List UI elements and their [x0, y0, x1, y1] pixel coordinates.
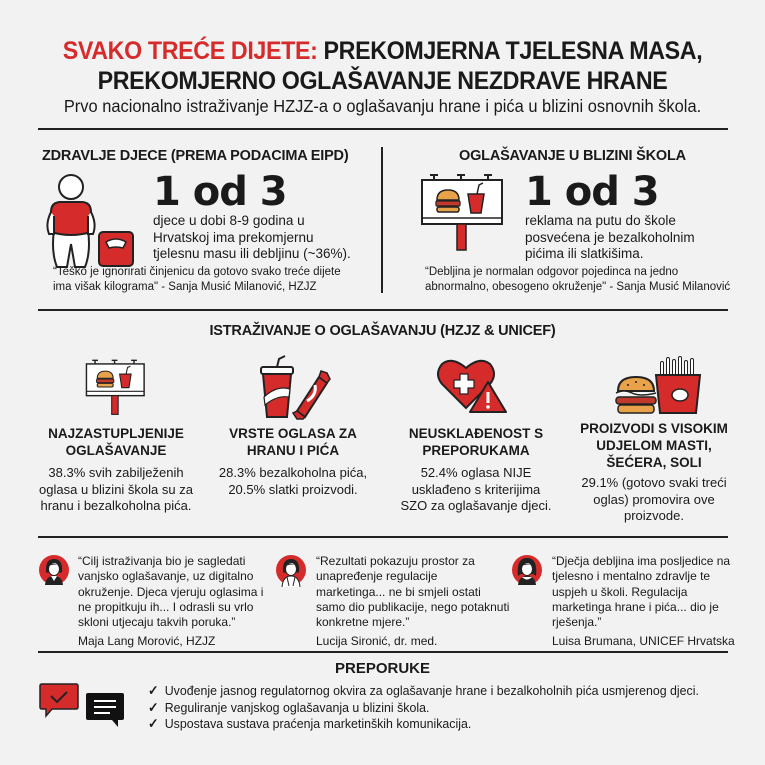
- testimonial-line: uspjeh u školi. Regulacija: [552, 584, 688, 599]
- research-card: [208, 425, 378, 498]
- card-text-line: 52.4% oglasa NIJE: [420, 465, 532, 480]
- divider: [38, 309, 728, 311]
- check-icon: ✓: [148, 683, 159, 698]
- testimonial-line: “Rezultati pokazuju prostor za: [316, 554, 475, 568]
- recommendation-text: Reguliranje vanjskog oglašavanja u blizini škola.: [164, 699, 430, 715]
- card-title-line: PREPORUKAMA: [422, 443, 530, 458]
- health-stat: 1 od 3: [153, 169, 287, 215]
- card-title-line: PROIZVODI S VISOKIM: [580, 421, 728, 436]
- testimonial-line: samo dio publikacije, nego potaknuti: [316, 599, 510, 614]
- check-icon: ✓: [148, 716, 159, 731]
- recommendations-heading: PREPORUKE: [334, 660, 431, 677]
- card-text: [569, 475, 739, 525]
- overweight-child-scale-icon: [45, 172, 145, 272]
- testimonial: [78, 554, 263, 650]
- billboard-icon: [420, 172, 506, 252]
- research-heading: ISTRAŽIVANJE O OGLAŠAVANJU (HZJZ & UNICEF): [209, 323, 556, 339]
- card-text-line: 29.1% (gotovo svaki treći: [581, 475, 727, 490]
- desc-line: reklama na putu do škole: [525, 213, 676, 228]
- testimonial-line: okruženje. Djeca vjeruju oglasima i: [78, 584, 264, 599]
- card-text: [208, 465, 378, 498]
- desc-line: pićima ili slatkišima.: [525, 246, 644, 261]
- burger-fries-icon: [610, 355, 710, 417]
- quote-line: “Teško je ignorirati činjenicu da gotovo svako treće dijete: [53, 266, 341, 278]
- card-title-line: OGLAŠAVANJE: [65, 443, 167, 458]
- card-text-line: SZO za oglašavanje djeci.: [400, 498, 552, 513]
- card-title-line: NAJZASTUPLJENIJE: [48, 426, 184, 441]
- avatar-woman-icon: [275, 554, 307, 588]
- card-title-line: HRANU I PIĆA: [246, 443, 340, 458]
- title-highlight: SVAKO TREĆE DIJETE:: [62, 37, 318, 65]
- ads-heading: OGLAŠAVANJE U BLIZINI ŠKOLA: [459, 148, 686, 164]
- ads-description: [525, 213, 695, 263]
- card-text-line: usklađeno s kriterijima: [411, 481, 541, 497]
- card-text-line: oglasa u blizini škola su za: [39, 481, 193, 497]
- testimonial: [552, 554, 735, 650]
- recommendation-text: Uspostava sustava praćenja marketinških komunikacija.: [164, 716, 472, 731]
- page-title-line-1: [27, 36, 738, 66]
- testimonial-author: Maja Lang Morović, HZJZ: [78, 634, 216, 649]
- card-title-line: VRSTE OGLASA ZA: [229, 426, 357, 441]
- soda-candy-icon: [255, 355, 335, 421]
- card-title: [208, 425, 378, 459]
- desc-line: Hrvatskoj ima prekomjernu: [153, 229, 314, 245]
- testimonial-line: marketinga hrane i pića... dio je: [552, 599, 719, 614]
- health-description: [153, 213, 351, 263]
- divider: [38, 651, 728, 653]
- card-title-line: ŠEĆERA, SOLI: [606, 455, 702, 470]
- page-subtitle: Prvo nacionalno istraživanje HZJZ-a o oglašavanju hrane i pića u blizini osnovnih škola.: [63, 96, 702, 116]
- card-text: [31, 465, 201, 515]
- health-heading: ZDRAVLJE DJECE (PREMA PODACIMA EIPD): [42, 148, 349, 164]
- check-icon: ✓: [148, 699, 159, 715]
- desc-line: posvećena je bezalkoholnim: [525, 229, 695, 245]
- recommendation-item: [148, 716, 699, 733]
- testimonial-line: marketinga... ne bi smjeli ostati: [316, 584, 481, 599]
- avatar-woman-icon: [511, 554, 543, 586]
- research-card: [31, 425, 201, 515]
- desc-line: tjelesnu masu ili debljinu (~36%).: [153, 246, 351, 261]
- ads-stat: 1 od 3: [525, 169, 659, 215]
- card-title: [569, 420, 739, 471]
- recommendations-list: [148, 683, 699, 733]
- divider: [38, 536, 728, 538]
- testimonial-author: Lucija Sironić, dr. med.: [316, 634, 438, 649]
- card-title: [31, 425, 201, 459]
- billboard-icon: [85, 358, 147, 416]
- divider: [38, 128, 728, 130]
- research-card: [569, 420, 739, 525]
- testimonial-line: unapređenje regulacije: [316, 569, 438, 584]
- card-text-line: hranu i bezalkoholna pića.: [40, 498, 192, 513]
- recommendation-text: Uvođenje jasnog regulatornog okvira za oglašavanje hrane i bezalkoholnih pića usmjerenog djeci.: [164, 683, 699, 698]
- testimonial-line: rješenja.”: [552, 615, 602, 630]
- card-title-line: NEUSKLAĐENOST S: [408, 426, 544, 441]
- testimonial-line: konkretne mjere.”: [316, 615, 410, 630]
- card-text-line: 20.5% slatki proizvodi.: [228, 481, 358, 497]
- testimonial: [316, 554, 509, 650]
- desc-line: djece u dobi 8-9 godina u: [153, 213, 305, 228]
- recommendation-item: [148, 683, 699, 700]
- testimonial-line: “Dječja debljina ima posljedice na: [552, 554, 731, 568]
- quote-line: abnormalno, obesogeno okruženje" - Sanja Musić Milanović: [425, 281, 731, 293]
- chat-bubbles-icon: [38, 683, 130, 729]
- quote-line: ima višak kilograma" - Sanja Musić Milanović, HZJZ: [53, 281, 317, 293]
- recommendation-item: [148, 700, 699, 717]
- card-text-line: proizvode.: [624, 508, 684, 523]
- heart-warning-icon: [436, 356, 508, 414]
- card-text-line: 28.3% bezalkoholna pića,: [218, 465, 368, 480]
- card-text: [391, 465, 561, 515]
- card-text-line: oglas) promovira ove: [593, 491, 715, 507]
- title-text: PREKOMJERNA TJELESNA MASA,: [323, 37, 703, 65]
- ads-quote: [425, 265, 730, 295]
- page-title-line-2: PREKOMJERNO OGLAŠAVANJE NEZDRAVE HRANE: [97, 67, 668, 95]
- card-title-line: UDJELOM MASTI,: [596, 438, 712, 453]
- avatar-woman-icon: [38, 554, 70, 586]
- card-title: [391, 425, 561, 459]
- health-quote: [53, 265, 341, 295]
- research-card: [391, 425, 561, 515]
- testimonial-line: tjelesno i mentalno zdravlje te: [552, 569, 711, 584]
- card-text-line: 38.3% svih zabilježenih: [48, 465, 184, 480]
- testimonial-line: vanjsko oglašavanje, uz digitalno: [78, 569, 254, 584]
- testimonial-line: skloni utjecaju takvih poruka.”: [78, 615, 236, 630]
- vertical-divider: [381, 147, 383, 293]
- testimonial-line: ne propitkuju ih... I odrasli su vrlo: [78, 599, 254, 614]
- quote-line: “Debljina je normalan odgovor pojedinca na jedno: [425, 266, 679, 278]
- testimonial-line: “Cilj istraživanja bio je sagledati: [78, 554, 246, 568]
- testimonial-author: Luisa Brumana, UNICEF Hrvatska: [552, 634, 735, 649]
